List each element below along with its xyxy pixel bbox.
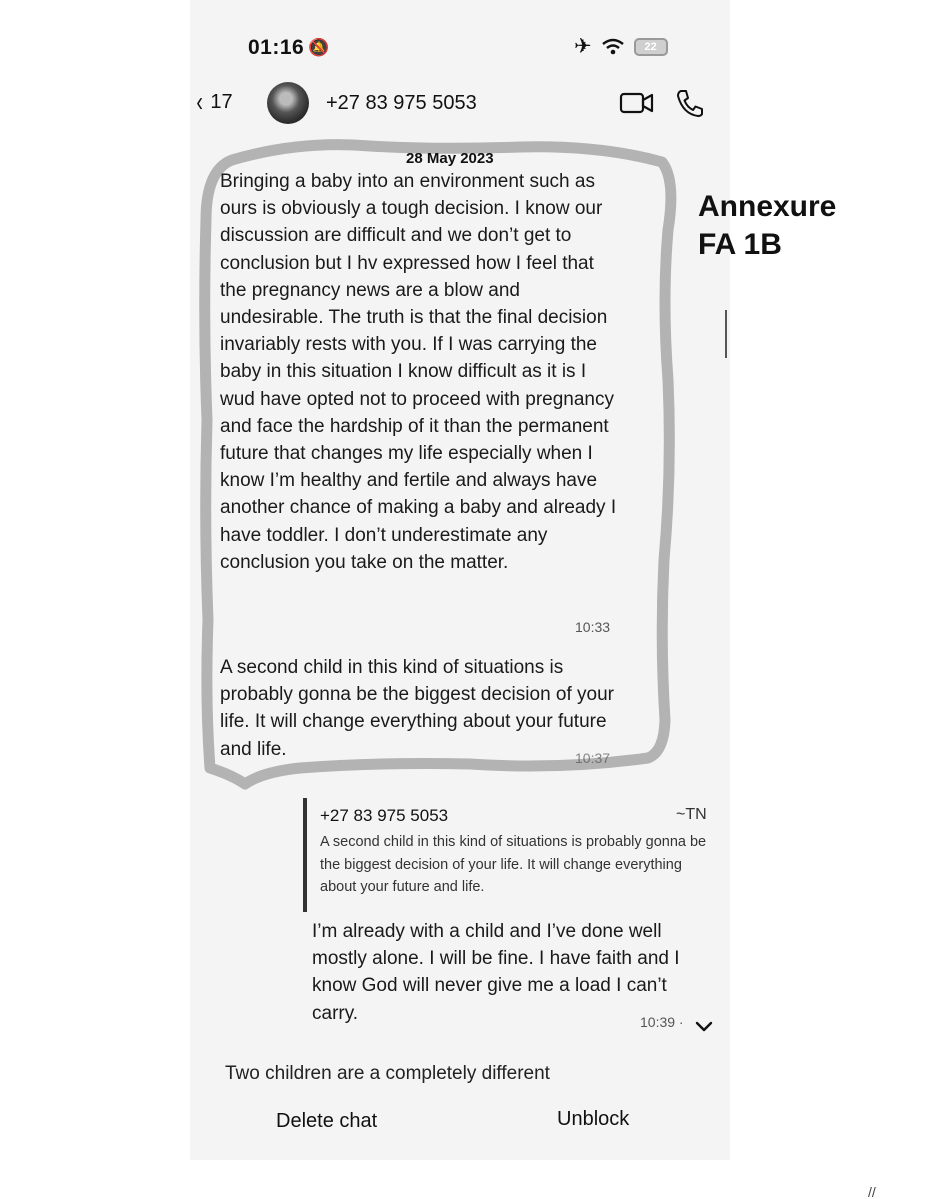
annexure-line-1: Annexure bbox=[698, 190, 837, 223]
unblock-button[interactable]: Unblock bbox=[557, 1108, 630, 1130]
message-time: 10:37 bbox=[575, 750, 611, 766]
airplane-icon: ✈ bbox=[574, 35, 592, 58]
quote-bar bbox=[303, 798, 307, 912]
status-indicators bbox=[574, 34, 668, 59]
annexure-label bbox=[698, 188, 836, 264]
phone-call-icon[interactable] bbox=[675, 88, 703, 118]
quoted-message[interactable]: A second child in this kind of situations is probably gonna be the biggest decision of your life. It will change everything about your future and life. bbox=[320, 834, 707, 895]
mute-bell-icon: 🔕 bbox=[308, 38, 330, 57]
contact-name[interactable]: +27 83 975 5053 bbox=[326, 92, 477, 114]
date-separator: 28 May 2023 bbox=[406, 150, 494, 167]
chat-header bbox=[195, 82, 715, 128]
message-time: 10:33 bbox=[575, 619, 611, 635]
reply-message-bubble[interactable]: I’m already with a child and I’ve done well mostly alone. I will be fine. I have faith and I know God will never give me a load I can’t carry. bbox=[312, 921, 680, 1024]
chevron-left-icon: ‹ bbox=[196, 86, 203, 117]
avatar[interactable] bbox=[267, 82, 309, 124]
quoted-sender-tag: ~TN bbox=[676, 806, 707, 823]
corner-mark: // bbox=[868, 1184, 876, 1199]
partial-message[interactable]: Two children are a completely different bbox=[225, 1063, 550, 1084]
status-time: 01:16 bbox=[248, 36, 305, 59]
scroll-indicator[interactable] bbox=[725, 310, 727, 358]
message-bubble[interactable]: Bringing a baby into an environment such as ours is obviously a tough decision. I know our discussion are difficult and we don’t get to conclusion but I hv expressed how I feel that the pregnancy news are a blow and undesirable. The truth is that the final decision invariably rests with you. If I was carrying the baby in this situation I know difficult as it is I wud have opted not to proceed with pregnancy and face the hardship of it than the permanent future that changes my life especially when I know I’m healthy and fertile and always have another chance of making a baby and already I have toddler. I don’t underestimate any conclusion you take on the matter. bbox=[220, 171, 617, 573]
annexure-line-2: FA 1B bbox=[698, 228, 782, 261]
unread-count: 17 bbox=[210, 90, 233, 113]
battery-icon: 22 bbox=[634, 38, 668, 56]
message-time: 10:39 · bbox=[640, 1014, 684, 1030]
quoted-sender[interactable]: +27 83 975 5053 bbox=[320, 806, 449, 825]
message-bubble[interactable]: A second child in this kind of situations is probably gonna be the biggest decision of your life. It will change everything about your future and life. bbox=[220, 657, 614, 760]
wifi-icon bbox=[602, 38, 624, 55]
video-call-icon[interactable] bbox=[619, 90, 655, 116]
back-button[interactable] bbox=[195, 88, 233, 116]
delete-chat-button[interactable]: Delete chat bbox=[276, 1110, 378, 1132]
chevron-down-icon[interactable] bbox=[694, 1020, 714, 1034]
